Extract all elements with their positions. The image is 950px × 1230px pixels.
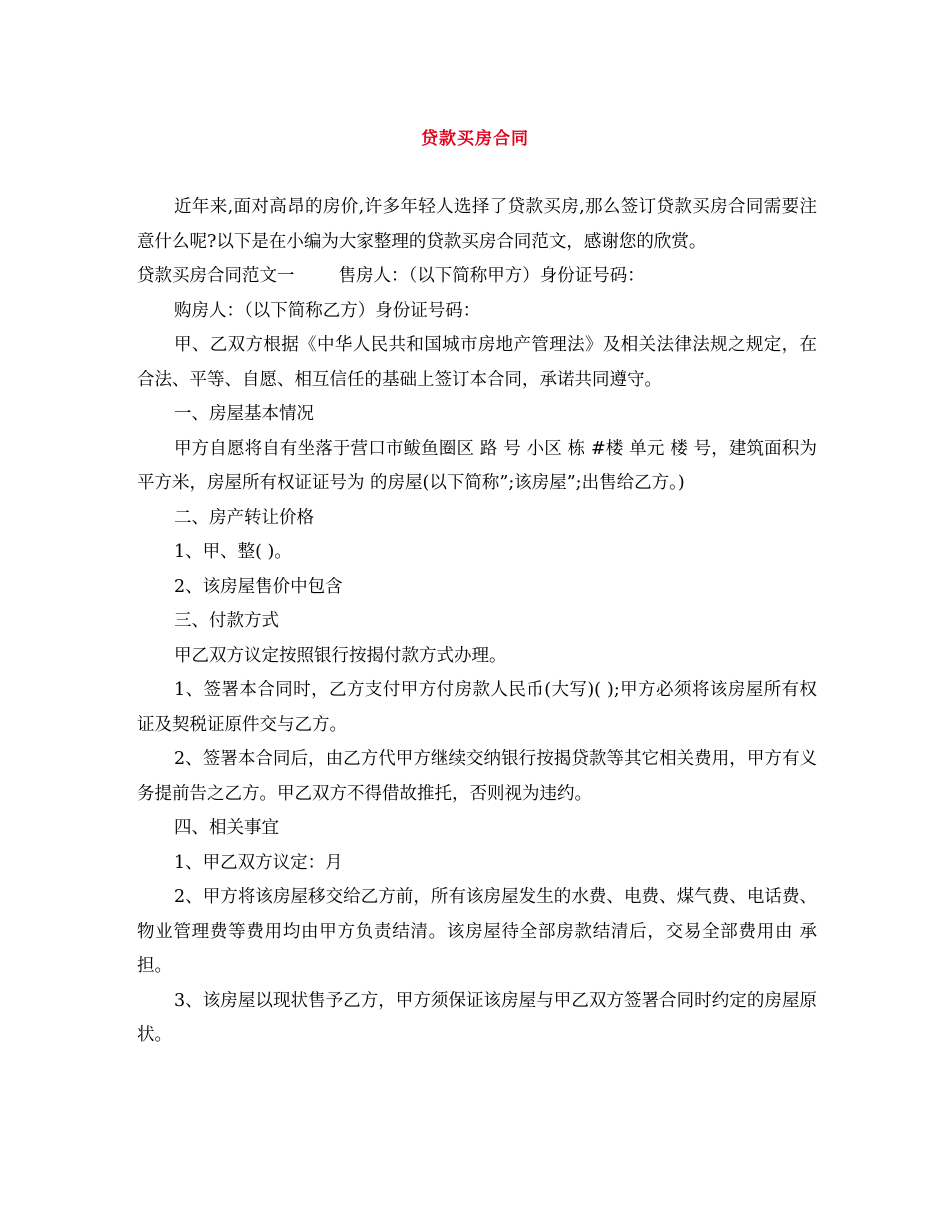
section-heading-3: 三、付款方式 bbox=[174, 611, 279, 631]
buyer-line: 购房人：（以下简称乙方）身份证号码： bbox=[174, 300, 481, 321]
sample-heading-line bbox=[137, 259, 817, 294]
intro-paragraph: 近年来,面对高昂的房价,许多年轻人选择了贷款买房,那么签订贷款买房合同需要注意什么呢?以下是在小编为大家整理的贷款买房合同范文，感谢您的欣赏。 bbox=[137, 197, 817, 252]
document-title: 贷款买房合同 bbox=[421, 129, 529, 149]
seller-line: 售房人：（以下简称甲方）身份证号码： bbox=[338, 266, 645, 286]
matters-item-3: 3、该房屋以现状售予乙方，甲方须保证该房屋与甲乙双方签署合同时约定的房屋原状。 bbox=[137, 990, 817, 1045]
property-paragraph: 甲方自愿将自有坐落于营口市鲅鱼圈区 路 号 小区 栋 #楼 单元 楼 号，建筑面积为 平方米，房屋所有权证证号为 的房屋(以下简称”;该房屋”;出售给乙方。) bbox=[137, 438, 817, 493]
section-heading-1: 一、房屋基本情况 bbox=[174, 404, 314, 424]
payment-method-paragraph: 甲乙双方议定按照银行按揭付款方式办理。 bbox=[174, 645, 507, 666]
section-heading-4: 四、相关事宜 bbox=[174, 818, 279, 838]
document-body bbox=[137, 190, 817, 1053]
matters-item-1: 1、甲乙双方议定：月 bbox=[174, 852, 343, 873]
payment-item-2: 2、签署本合同后，由乙方代甲方继续交纳银行按揭贷款等其它相关费用，甲方有义务提前告之乙方。甲乙双方不得借故推托，否则视为违约。 bbox=[137, 749, 817, 804]
sample-heading: 贷款买房合同范文一 bbox=[137, 266, 295, 286]
payment-item-1: 1、签署本合同时，乙方支付甲方付房款人民币(大写)( );甲方必须将该房屋所有权证及契税证原件交与乙方。 bbox=[137, 680, 817, 735]
price-item-2: 2、该房屋售价中包含 bbox=[174, 576, 343, 597]
price-item-1: 1、甲、整( )。 bbox=[174, 542, 292, 562]
preamble-paragraph: 甲、乙双方根据《中华人民共和国城市房地产管理法》及相关法律法规之规定，在合法、平等、自愿、相互信任的基础上签订本合同，承诺共同遵守。 bbox=[137, 335, 817, 390]
section-heading-2: 二、房产转让价格 bbox=[174, 507, 314, 528]
matters-item-2: 2、甲方将该房屋移交给乙方前，所有该房屋发生的水费、电费、煤气费、电话费、物业管理费等费用均由甲方负责结清。该房屋待全部房款结清后，交易全部费用由 承担。 bbox=[137, 887, 817, 976]
